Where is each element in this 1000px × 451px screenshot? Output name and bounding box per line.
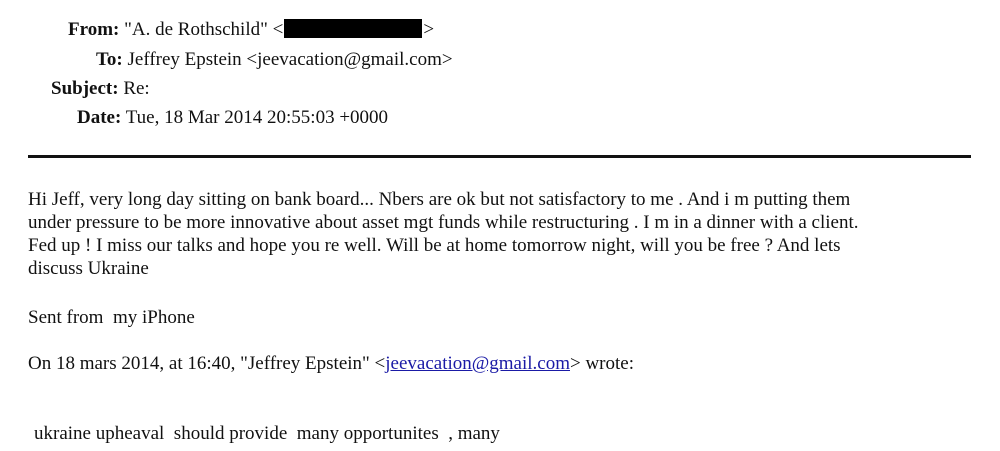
message-line: Fed up ! I miss our talks and hope you re well. Will be at home tomorrow night, will you be free ? And lets [28,235,841,256]
subject-value: Re: [123,78,150,99]
to-row [96,48,453,71]
quoted-text: ukraine upheaval should provide many opportunites , many [34,423,500,444]
message-paragraph [28,188,978,280]
header-divider [28,155,971,158]
subject-row [51,77,150,100]
signature: Sent from my iPhone [28,307,195,328]
message-line: discuss Ukraine [28,258,149,279]
date-row [77,106,388,129]
from-value-suffix: > [423,19,435,40]
subject-label: Subject: [51,78,119,99]
from-label: From: [68,19,120,40]
quote-intro-suffix: > wrote: [570,353,635,374]
message-line: Hi Jeff, very long day sitting on bank board... Nbers are ok but not satisfactory to me . And i m putting them [28,189,851,210]
quote-intro [28,352,978,375]
quote-email-link[interactable]: jeevacation@gmail.com [385,353,570,374]
from-row [68,18,434,41]
date-label: Date: [77,107,122,128]
quote-intro-prefix: On 18 mars 2014, at 16:40, "Jeffrey Epstein" < [28,353,386,374]
to-value: Jeffrey Epstein <jeevacation@gmail.com> [127,49,453,70]
message-line: under pressure to be more innovative about asset mgt funds while restructuring . I m in a dinner with a client. [28,212,859,233]
from-value-prefix: "A. de Rothschild" < [124,19,284,40]
redaction-block [284,19,422,38]
date-value: Tue, 18 Mar 2014 20:55:03 +0000 [125,107,389,128]
to-label: To: [96,49,123,70]
